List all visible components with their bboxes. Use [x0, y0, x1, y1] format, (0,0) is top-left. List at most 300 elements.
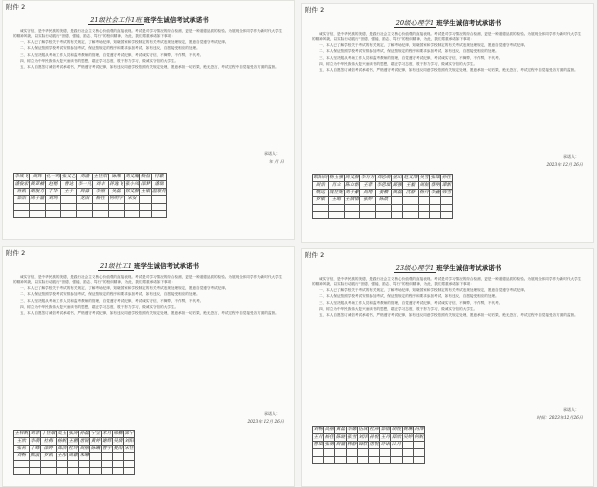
signature-cell [124, 453, 135, 460]
signature-cell [112, 453, 123, 460]
pledge-paragraph: 一、本人已了解学校关于考试的有关规定，了解考场纪律，知晓国家和学校制定的有关考试违规处理规定，愿意自觉遵守考试纪律。 [319, 43, 528, 48]
signature-table [13, 173, 167, 218]
document-title [3, 261, 294, 270]
signature-cell [151, 210, 167, 217]
title-suffix: 班学生诚信考试承诺书 [436, 19, 502, 27]
signature-cell: 肖立 [328, 182, 344, 189]
signature-cell [14, 210, 30, 217]
signature-row [14, 174, 167, 181]
signature-cell: 谭欣 [358, 441, 368, 447]
signature-row [313, 189, 453, 196]
signature-cell: 周涵 [335, 441, 346, 447]
class-name-handwritten: 23级心理学1 [395, 264, 435, 272]
pledge-paragraph: 二、本人保证按照学校考试安排参加考试，保证按规定的程序和要求参加考试，如有违反，自愿接受相应的处理。 [20, 292, 200, 297]
signature-cell [391, 211, 402, 218]
signature-cell [376, 204, 392, 211]
signature-cell: 郭宁 [124, 431, 134, 437]
signature-cell: 王丹 [380, 434, 390, 440]
signature-cell: 夏雨 [113, 445, 123, 451]
signature-cell: 姚远 [313, 189, 329, 196]
signature-cell [124, 460, 135, 467]
signature-cell: 潘俊宏 [14, 181, 29, 187]
signature-cell: 黄亚楠 [30, 181, 45, 187]
signature-cell: 邢楠 [113, 431, 123, 437]
signature-cell: 庞佳妮 [329, 189, 344, 195]
pledge-paragraph: 二、本人保证按照学校考试安排参加考试，保证按规定的程序和要求参加考试，如有违反，自愿接受相应的处理。 [319, 49, 499, 54]
signature-cell: 郑强 [392, 182, 402, 188]
signature-cell [402, 456, 413, 463]
signature-cell: 宋安 [124, 196, 140, 203]
signature-cell: 刘丰 [92, 181, 108, 188]
signature-cell: 伍成 [358, 427, 368, 433]
signer-label: 承诺人： [563, 407, 579, 412]
signature-cell [90, 467, 101, 474]
signature-cell: 杨益 [140, 174, 151, 180]
signature-cell [92, 203, 108, 210]
signature-row [14, 467, 135, 474]
signature-cell: 陈晨 [376, 197, 392, 204]
signature-cell [112, 467, 123, 474]
signature-cell [92, 210, 108, 217]
title-suffix: 班学生诚信考试承诺书 [143, 16, 209, 24]
signature-cell [61, 203, 77, 210]
signature-cell [391, 204, 402, 211]
pledge-paragraph: 二、本人保证按照学校考试安排参加考试，保证按规定的程序和要求参加考试，如有违反，自愿接受相应的处理。 [20, 46, 200, 51]
pledge-paragraph: 诚实守信，是中华民族的美德，是践行社会主义核心价值观的直接表现。考试是对学习情况的综合检测，更是一种道德品质的检验。为展现全体同学作为新时代大学生的精神风貌，以实际行动践行“崇德、强能、励志、笃行”的校训精神，为此，我们郑重承诺如下事项： [13, 275, 283, 284]
signature-row [14, 196, 167, 203]
signature-cell: 丁峰 [30, 445, 40, 451]
signature-cell: 周淼 [77, 188, 93, 195]
signature-cell: 曹达 [61, 181, 77, 188]
signature-cell: 郭倩 [380, 427, 390, 433]
pledge-body [312, 277, 583, 319]
pledge-date: 2023年 12月 26日 [247, 419, 284, 424]
signature-cell: 周丽 [79, 445, 89, 451]
signature-cell [403, 204, 419, 211]
signature-cell: 郭浩 [14, 196, 30, 203]
signature-cell [140, 196, 151, 203]
pledge-document [301, 248, 594, 487]
signature-cell [441, 197, 452, 204]
signature-cell: 唐悦 [369, 441, 379, 447]
document-title [3, 15, 294, 24]
signature-cell [328, 204, 344, 211]
pledge-paragraph: 四、树立为中华民族伟大复兴而读书的思想，端正学习态度，敦于努力学习，做诚实守信的大学生。 [20, 304, 179, 309]
signature-row [313, 441, 425, 448]
signature-cell [90, 453, 101, 460]
signature-cell [328, 211, 344, 218]
signature-cell: 金山 [392, 175, 402, 181]
pledge-document [2, 246, 295, 487]
signature-cell: 温蒙亮 [152, 188, 166, 194]
signature-row [313, 182, 453, 189]
signature-cell: 付颖 [151, 174, 167, 181]
signature-cell [418, 197, 429, 204]
signature-cell [360, 211, 376, 218]
signature-cell: 李方方 [360, 175, 375, 181]
signature-cell [29, 460, 40, 467]
signature-cell: 胡俊力 [30, 188, 45, 194]
pledge-paragraph: 诚实守信，是中华民族的美德，是践行社会主义核心价值观的直接表现。考试是对学习情况的综合检测，更是一种道德品质的检验。为展现全体同学作为新时代大学生的精神风貌，以实际行动践行“崇德、强能、励志、笃行”的校训精神，为此，我们郑重承诺如下事项： [312, 277, 582, 286]
signature-cell: 张萌 [324, 441, 334, 447]
signature-row [14, 210, 167, 217]
signature-cell: 王毅 [403, 182, 419, 189]
signature-cell: 张文艺 [61, 174, 76, 180]
signature-cell [391, 449, 402, 456]
signature-row [14, 431, 135, 438]
attachment-label: 附件 2 [6, 3, 26, 11]
signature-cell [344, 204, 360, 211]
signature-cell [101, 453, 112, 460]
signature-cell: 龙雨 [77, 196, 93, 203]
signature-row [14, 181, 167, 188]
signature-cell [68, 467, 79, 474]
signature-cell: 黄婷 [90, 438, 101, 444]
signature-cell [413, 441, 424, 448]
signer-label: 承诺人： [563, 154, 579, 159]
signature-cell: 郑浩 [57, 445, 67, 451]
signature-cell: 刘潘 [77, 174, 93, 181]
signature-cell [108, 210, 124, 217]
signature-cell [324, 456, 335, 463]
signature-row [313, 456, 425, 463]
signature-cell [441, 211, 452, 218]
signature-cell: 王倩倩 [345, 197, 359, 203]
signature-cell [430, 197, 441, 204]
signature-cell: 徐文静 [125, 188, 139, 194]
signature-cell [14, 460, 30, 467]
signature-cell: 周辉 [29, 174, 45, 181]
signature-cell: 陈曦 [90, 445, 101, 451]
signature-cell: 李思琪 [376, 182, 391, 188]
signature-cell [360, 204, 376, 211]
signature-cell: 孙磊 [79, 431, 89, 437]
signature-cell [391, 456, 402, 463]
signature-cell [14, 467, 30, 474]
signature-cell [344, 211, 360, 218]
signature-cell: 宋佳 [124, 445, 134, 451]
document-title [302, 18, 593, 27]
signature-cell: 吴倩 [113, 438, 123, 444]
signature-cell [313, 456, 324, 463]
signature-cell [402, 441, 413, 448]
pledge-paragraph: 五、本人自愿签订诚信考试承诺书，严格遵守考试纪律，如有违反同意学校依照有关规定处理，愿意承担一切后果，绝无怨言，考试过程中自觉接受各方面的监督。 [20, 64, 279, 69]
signature-cell [346, 449, 357, 456]
signature-row [14, 188, 167, 195]
signature-cell: 朱琳 [79, 453, 89, 459]
signature-cell: 王梓帆 [14, 431, 29, 437]
signature-cell: 邵婷 [41, 445, 57, 452]
signature-cell: 胡悦 [391, 427, 402, 433]
signature-cell: 王子 [61, 188, 77, 195]
signature-cell: 江月 [391, 441, 402, 447]
signature-cell [418, 211, 429, 218]
signature-table [312, 426, 425, 464]
signature-cell: 韩雪 [441, 189, 452, 195]
signature-cell: 姚琳 [403, 427, 413, 433]
signature-cell [335, 449, 346, 456]
signature-cell [124, 210, 140, 217]
signature-cell [403, 197, 419, 204]
signature-cell: 李一凡 [77, 181, 92, 187]
signature-cell: 杨玉强 [329, 175, 344, 181]
class-name-handwritten: 20级心理学1 [395, 19, 435, 27]
signature-cell: 许诺 [380, 441, 390, 447]
attachment-label: 附件 2 [305, 251, 325, 259]
signature-cell [112, 460, 123, 467]
signature-cell [313, 449, 324, 456]
signature-row [14, 438, 135, 445]
pledge-paragraph: 诚实守信，是中华民族的美德，是践行社会主义核心价值观的直接表现。考试是对学习情况的综合检测，更是一种道德品质的检验。为展现全体同学作为新时代大学生的精神风貌，以实际行动践行“崇德、强能、励志、笃行”的校训精神，为此，我们郑重承诺如下事项： [13, 29, 283, 38]
signature-cell: 林静 [347, 441, 357, 447]
signature-cell: 王菲 [360, 182, 376, 189]
signature-cell: 王彤 [57, 453, 67, 459]
signer-label: 承诺人： [264, 151, 280, 156]
signature-cell [357, 456, 368, 463]
signature-cell: 孙佳 [441, 175, 452, 181]
pledge-paragraph: 五、本人自愿签订诚信考试承诺书，严格遵守考试纪律，如有违反同意学校依照有关规定处理，愿意承担一切后果，绝无怨言，考试过程中自觉接受各方面的监督。 [20, 310, 279, 315]
pledge-date: 年 月 日 [268, 159, 284, 164]
signature-cell: 周浩 [313, 182, 329, 189]
signature-cell [369, 456, 380, 463]
signature-cell: 谭新 [441, 182, 452, 188]
signature-cell: 王晴 [328, 197, 344, 204]
signature-cell [313, 204, 329, 211]
signature-cell [101, 460, 112, 467]
signature-table [13, 430, 135, 475]
signature-cell: 孙悦 [369, 434, 379, 440]
signature-cell [403, 211, 419, 218]
signature-row [14, 460, 135, 467]
signature-cell: 王月 [313, 434, 323, 440]
signature-row [313, 197, 453, 204]
signature-cell [108, 203, 124, 210]
pledge-body [13, 275, 284, 317]
pledge-paragraph: 五、本人自愿签订诚信考试承诺书，严格遵守考试纪律，如有违反同意学校依照有关规定处理，愿意承担一切后果，绝无怨言，考试过程中自觉接受各方面的监督。 [319, 67, 578, 72]
signature-cell: 吴雪 [419, 175, 429, 181]
signature-cell: 刘洋 [358, 434, 368, 440]
signature-cell: 姜楠 [376, 189, 392, 196]
signature-cell: 刘思萌 [376, 175, 391, 181]
signature-cell [61, 210, 77, 217]
signature-cell: 李娜 [347, 427, 357, 433]
signature-cell: 谢辉 [102, 438, 112, 444]
signature-cell [346, 456, 357, 463]
signature-cell [29, 210, 45, 217]
signature-cell: 陈晓 [335, 434, 346, 440]
signature-cell: 唐锐 [79, 438, 89, 444]
signature-cell: 何明宇 [109, 196, 124, 202]
signature-cell [380, 449, 391, 456]
signature-cell [56, 467, 67, 474]
signature-cell: 张涛 [68, 431, 78, 437]
signature-cell [430, 204, 441, 211]
pledge-paragraph: 四、树立为中华民族伟大复兴而读书的思想，端正学习态度，敦于努力学习，做诚实守信的大学生。 [319, 306, 478, 311]
signature-cell: 潘瑞 [151, 181, 167, 188]
signature-row [313, 204, 453, 211]
signature-cell [441, 204, 452, 211]
signature-cell: 杨帆 [57, 438, 67, 444]
signature-row [313, 211, 453, 218]
attachment-label: 附件 2 [6, 249, 26, 257]
pledge-paragraph: 三、本人坚决服从考场工作人员和监考教师的管理，自觉遵守考试纪律，考试诚实守信，不舞弊，不作弊，不代考。 [319, 55, 503, 60]
signature-cell: 米月 [102, 431, 112, 437]
pledge-paragraph: 四、树立为中华民族伟大复兴而读书的思想，端正学习态度，敦于努力学习，做诚实守信的大学生。 [20, 58, 179, 63]
pledge-paragraph: 五、本人自愿签订诚信考试承诺书，严格遵守考试纪律，如有违反同意学校依照有关规定处理，愿意承担一切后果，绝无怨言，考试过程中自觉接受各方面的监督。 [319, 312, 578, 317]
signature-cell [101, 467, 112, 474]
signature-row [14, 453, 135, 460]
signature-row [14, 203, 167, 210]
signature-cell: 吴磊 [108, 188, 124, 195]
signature-cell [140, 203, 151, 210]
signature-cell: 冯博 [414, 427, 424, 433]
signature-cell: 杜梅 [41, 438, 57, 445]
signature-cell: 杨佳 [324, 434, 334, 440]
signature-cell: 周颖 [68, 453, 78, 459]
pledge-paragraph: 诚实守信，是中华民族的美德，是践行社会主义核心价值观的直接表现。考试是对学习情况的综合检测，更是一种道德品质的检验。为展现全体同学作为新时代大学生的精神风貌，以实际行动践行“崇德、强能、励志、笃行”的校训精神，为此，我们郑重承诺如下事项： [312, 32, 582, 41]
signature-cell [418, 204, 429, 211]
document-title [302, 263, 593, 272]
signature-cell: 莫玉 [57, 431, 67, 437]
signature-cell: 张小凤 [125, 181, 139, 187]
signature-cell: 熊波 [30, 453, 40, 459]
signature-cell [324, 449, 335, 456]
signature-cell: 李萌 [30, 438, 40, 444]
pledge-paragraph: 一、本人已了解学校关于考试的有关规定，了解考场纪律，知晓国家和学校制定的有关考试违规处理规定，愿意自觉遵守考试纪律。 [319, 288, 528, 293]
signature-cell: 郑欣 [391, 434, 402, 440]
signature-cell [29, 467, 40, 474]
signature-cell [402, 449, 413, 456]
signature-cell: 刘子豪 [345, 189, 359, 195]
signature-cell [77, 210, 93, 217]
signature-cell: 蔡明 [430, 182, 440, 188]
signature-cell: 王欣 [14, 438, 30, 445]
signature-cell: 于华 [45, 188, 61, 195]
signature-cell [369, 449, 380, 456]
pledge-paragraph: 三、本人坚决服从考场工作人员和监考教师的管理，自觉遵守考试纪律，考试诚实守信，不舞弊，不作弊，不代考。 [319, 300, 503, 305]
signature-cell: 张雪 [347, 434, 357, 440]
title-suffix: 班学生诚信考试承诺书 [133, 262, 199, 270]
signature-cell [151, 196, 167, 203]
signature-cell: 宁莹 [90, 431, 101, 437]
pledge-document [2, 0, 295, 240]
signature-cell: 刘珂 [45, 196, 61, 203]
signature-row [313, 434, 425, 441]
signature-cell [335, 456, 346, 463]
signature-cell [41, 467, 57, 474]
signature-cell [124, 467, 135, 474]
signature-cell: 张莉 [14, 445, 30, 452]
signature-cell: 黄磊 [335, 427, 346, 433]
signature-cell: 刘阳 [124, 438, 134, 444]
signature-cell: 高翔 [360, 189, 376, 196]
signature-cell: 刘畅 [313, 427, 323, 433]
signature-cell [45, 210, 61, 217]
signature-cell: 杨佳 [92, 196, 108, 203]
signature-cell: 蒋凯 [14, 188, 30, 195]
signature-cell [79, 467, 90, 474]
signature-cell: 沈静 [403, 189, 419, 196]
signature-cell: 李丽 [92, 188, 108, 195]
signature-row [313, 427, 425, 434]
signature-cell: 王敏 [140, 188, 151, 194]
title-suffix: 班学生诚信考试承诺书 [436, 264, 502, 272]
signature-cell [413, 456, 424, 463]
signature-cell [61, 196, 77, 203]
signature-cell: 曹宇 [102, 445, 112, 451]
signature-cell [56, 460, 67, 467]
signature-cell: 何帆 [414, 434, 424, 440]
signature-cell: 陈湘 [108, 174, 124, 181]
pledge-body [13, 29, 284, 71]
signature-cell: 赵楷 [45, 181, 61, 188]
signature-cell [391, 197, 402, 204]
signature-row [313, 175, 453, 182]
pledge-paragraph: 一、本人已了解学校关于考试的有关规定，了解考场纪律，知晓国家和学校制定的有关考试违规处理规定，愿意自觉遵守考试纪律。 [20, 40, 229, 45]
signature-cell: 杜萍 [369, 427, 379, 433]
signature-cell [79, 460, 90, 467]
signature-cell: 周文静 [345, 175, 359, 181]
signature-cell [357, 449, 368, 456]
signature-cell: 蒋逸飞 [109, 181, 124, 187]
class-name-handwritten: 21级社工1 [100, 262, 132, 270]
signature-cell [41, 460, 57, 467]
signature-cell: 刘畅 [14, 453, 30, 460]
signature-cell: 刘文瀚 [125, 174, 139, 180]
signature-cell [413, 449, 424, 456]
signature-cell: 刘菲 [30, 431, 40, 437]
signature-cell: 张瑞 [430, 175, 440, 181]
signature-cell [29, 203, 45, 210]
signature-cell [140, 210, 151, 217]
pledge-body [312, 32, 583, 74]
signature-cell: 罗敏 [313, 197, 329, 204]
signature-cell: 李成飞 [14, 174, 29, 180]
signature-cell: 赵文博 [403, 175, 418, 181]
signature-cell: 高丽 [324, 427, 334, 433]
signature-cell: 陈立新 [345, 182, 359, 188]
pledge-date: 2023年 12月 26日 [546, 162, 583, 167]
attachment-label: 附件 2 [305, 6, 325, 14]
signature-cell: 曹琪 [313, 441, 323, 447]
signature-cell: 王鹏 [68, 438, 78, 444]
signature-cell: 李鑫 [430, 189, 440, 195]
signature-cell [380, 456, 391, 463]
pledge-paragraph: 一、本人已了解学校关于考试的有关规定，了解考场纪律，知晓国家和学校制定的有关考试违规处理规定，愿意自觉遵守考试纪律。 [20, 286, 229, 291]
pledge-date: 时间：2023年12月26日 [536, 415, 583, 420]
signature-cell [68, 460, 79, 467]
signature-cell: 周子涵 [30, 196, 45, 202]
signature-cell: 孔一鸣 [46, 174, 60, 180]
signature-cell: 罗凯 [41, 453, 57, 460]
signature-cell: 黄磊 [392, 189, 402, 195]
signature-cell: 吴婷 [403, 434, 413, 440]
signature-cell [151, 203, 167, 210]
signature-cell: 杨丹 [419, 189, 429, 195]
pledge-paragraph: 二、本人保证按照学校考试安排参加考试，保证按规定的程序和要求参加考试，如有违反，自愿接受相应的处理。 [319, 294, 499, 299]
class-name-handwritten: 21级社会工作1班 [90, 16, 142, 24]
signature-cell: 欧阳尚 [313, 175, 328, 181]
signature-table [312, 174, 453, 219]
signature-cell [14, 203, 30, 210]
signature-row [14, 445, 135, 452]
signature-cell [376, 211, 392, 218]
pledge-document [301, 3, 594, 243]
signature-cell: 张婷 [360, 197, 376, 204]
signature-cell [90, 460, 101, 467]
signature-cell [77, 203, 93, 210]
signature-cell: 邵梦 [140, 181, 151, 187]
